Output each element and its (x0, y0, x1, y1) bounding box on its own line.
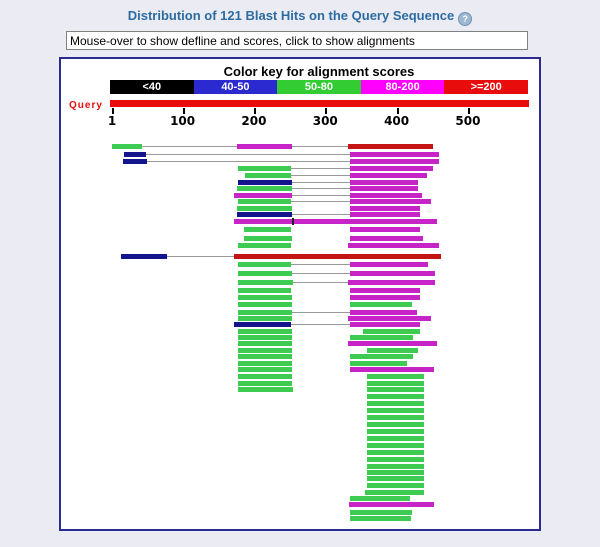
hit-segment[interactable] (350, 271, 435, 276)
axis-tick-label: 400 (384, 114, 410, 128)
hit-connector (292, 273, 350, 274)
hit-segment[interactable] (244, 227, 291, 232)
legend-segment: 50-80 (277, 80, 361, 94)
hit-segment[interactable] (348, 280, 435, 285)
hit-segment[interactable] (245, 173, 291, 178)
hit-segment[interactable] (348, 316, 431, 321)
hit-connector (291, 201, 350, 202)
page-title-text: Distribution of 121 Blast Hits on the Query Sequence (127, 8, 455, 23)
hit-segment[interactable] (350, 152, 439, 157)
hit-segment[interactable] (350, 516, 411, 521)
hit-connector (292, 214, 350, 215)
hit-segment[interactable] (350, 173, 427, 178)
hit-segment[interactable] (350, 236, 423, 241)
hit-segment[interactable] (238, 387, 293, 392)
legend-segment: >=200 (444, 80, 528, 94)
hit-connector (291, 264, 350, 265)
hit-segment[interactable] (238, 166, 291, 171)
hit-connector (147, 161, 350, 162)
hit-segment[interactable] (367, 464, 424, 469)
legend-segment: <40 (110, 80, 194, 94)
hit-connector (292, 146, 348, 147)
segment-junction-notch (292, 218, 294, 225)
hit-segment[interactable] (350, 354, 413, 359)
hit-segment[interactable] (123, 159, 147, 164)
hit-segment[interactable] (348, 144, 433, 149)
hit-segment[interactable] (350, 367, 433, 372)
hit-segment[interactable] (367, 476, 424, 481)
hit-connector (291, 324, 350, 325)
hit-segment[interactable] (237, 206, 292, 211)
hit-segment[interactable] (350, 510, 411, 515)
hit-segment[interactable] (367, 429, 424, 434)
hit-segment[interactable] (367, 436, 424, 441)
help-icon[interactable]: ? (458, 12, 472, 26)
hit-segment[interactable] (238, 288, 291, 293)
hit-segment[interactable] (238, 374, 291, 379)
hit-segment[interactable] (238, 180, 291, 185)
axis-tick-label: 300 (312, 114, 338, 128)
hit-segment[interactable] (350, 322, 420, 327)
axis-tick-label: 500 (455, 114, 481, 128)
hit-segment[interactable] (367, 443, 424, 448)
hit-segment[interactable] (237, 212, 292, 217)
hit-segment[interactable] (350, 295, 420, 300)
blast-graphic-frame (59, 57, 541, 531)
hit-connector (293, 282, 348, 283)
hit-segment[interactable] (238, 310, 291, 315)
hit-segment[interactable] (367, 470, 424, 475)
hit-connector (292, 195, 350, 196)
axis-tick-label: 1 (107, 114, 117, 128)
hit-segment[interactable] (244, 236, 292, 241)
hit-segment[interactable] (367, 422, 424, 427)
hit-segment[interactable] (238, 341, 291, 346)
hit-segment[interactable] (238, 243, 291, 248)
hit-segment[interactable] (350, 262, 428, 267)
hit-segment[interactable] (238, 302, 291, 307)
hit-segment[interactable] (367, 457, 424, 462)
hit-segment[interactable] (237, 144, 292, 149)
hit-connector (167, 256, 234, 257)
hit-segment[interactable] (234, 219, 437, 224)
query-bar (110, 100, 529, 107)
hit-segment[interactable] (348, 341, 437, 346)
hit-segment[interactable] (350, 193, 422, 198)
hit-segment[interactable] (238, 335, 291, 340)
hit-segment[interactable] (367, 348, 418, 353)
hit-segment[interactable] (350, 159, 439, 164)
hit-segment[interactable] (238, 199, 291, 204)
hit-segment[interactable] (238, 316, 291, 321)
hit-connector (142, 146, 237, 147)
page-title (0, 8, 600, 26)
hit-segment[interactable] (350, 496, 410, 501)
hit-segment[interactable] (367, 381, 424, 386)
hit-segment[interactable] (350, 335, 413, 340)
color-key-bar (110, 80, 528, 94)
hit-segment[interactable] (238, 262, 291, 267)
hit-segment[interactable] (367, 401, 424, 406)
hit-segment[interactable] (124, 152, 146, 157)
color-key-title: Color key for alignment scores (223, 64, 415, 79)
hit-segment[interactable] (234, 254, 441, 259)
hit-segment[interactable] (238, 295, 291, 300)
hit-segment[interactable] (350, 288, 420, 293)
hit-segment[interactable] (350, 199, 431, 204)
hit-segment[interactable] (238, 271, 291, 276)
hit-connector (292, 312, 350, 313)
hit-segment[interactable] (350, 310, 417, 315)
defline-status-input[interactable] (66, 31, 528, 50)
hit-segment[interactable] (238, 329, 291, 334)
hit-segment[interactable] (238, 361, 291, 366)
hit-segment[interactable] (234, 322, 291, 327)
hit-segment[interactable] (367, 408, 424, 413)
hit-segment[interactable] (350, 361, 406, 366)
hit-segment[interactable] (363, 329, 420, 334)
blast-graphic[interactable] (61, 59, 539, 529)
hit-connector (291, 175, 350, 176)
hit-segment[interactable] (350, 212, 420, 217)
hit-segment[interactable] (348, 243, 439, 248)
legend-segment: 80-200 (361, 80, 445, 94)
hit-segment[interactable] (350, 206, 420, 211)
hit-segment[interactable] (238, 280, 293, 285)
hit-segment[interactable] (367, 415, 424, 420)
hit-segment[interactable] (367, 387, 424, 392)
hit-segment[interactable] (367, 450, 424, 455)
hit-segment[interactable] (121, 254, 167, 259)
hit-segment[interactable] (238, 354, 291, 359)
hit-connector (292, 188, 350, 189)
hit-segment[interactable] (238, 348, 291, 353)
hit-segment[interactable] (349, 502, 434, 507)
query-label: Query (69, 100, 103, 111)
hit-segment[interactable] (350, 227, 420, 232)
hit-connector (291, 168, 350, 169)
hit-segment[interactable] (367, 394, 424, 399)
axis-tick-label: 200 (241, 114, 267, 128)
hit-segment[interactable] (350, 302, 411, 307)
hit-connector (146, 154, 350, 155)
hit-segment[interactable] (350, 186, 418, 191)
hit-segment[interactable] (238, 367, 291, 372)
hit-connector (292, 182, 350, 183)
hit-segment[interactable] (350, 166, 433, 171)
hit-segment[interactable] (367, 374, 424, 379)
hit-segment[interactable] (365, 490, 424, 495)
hit-segment[interactable] (112, 144, 142, 149)
hit-segment[interactable] (367, 483, 424, 488)
legend-segment: 40-50 (194, 80, 278, 94)
hit-segment[interactable] (238, 381, 291, 386)
hit-segment[interactable] (350, 180, 418, 185)
hit-segment[interactable] (237, 186, 292, 191)
axis-tick-label: 100 (170, 114, 196, 128)
hit-segment[interactable] (234, 193, 292, 198)
